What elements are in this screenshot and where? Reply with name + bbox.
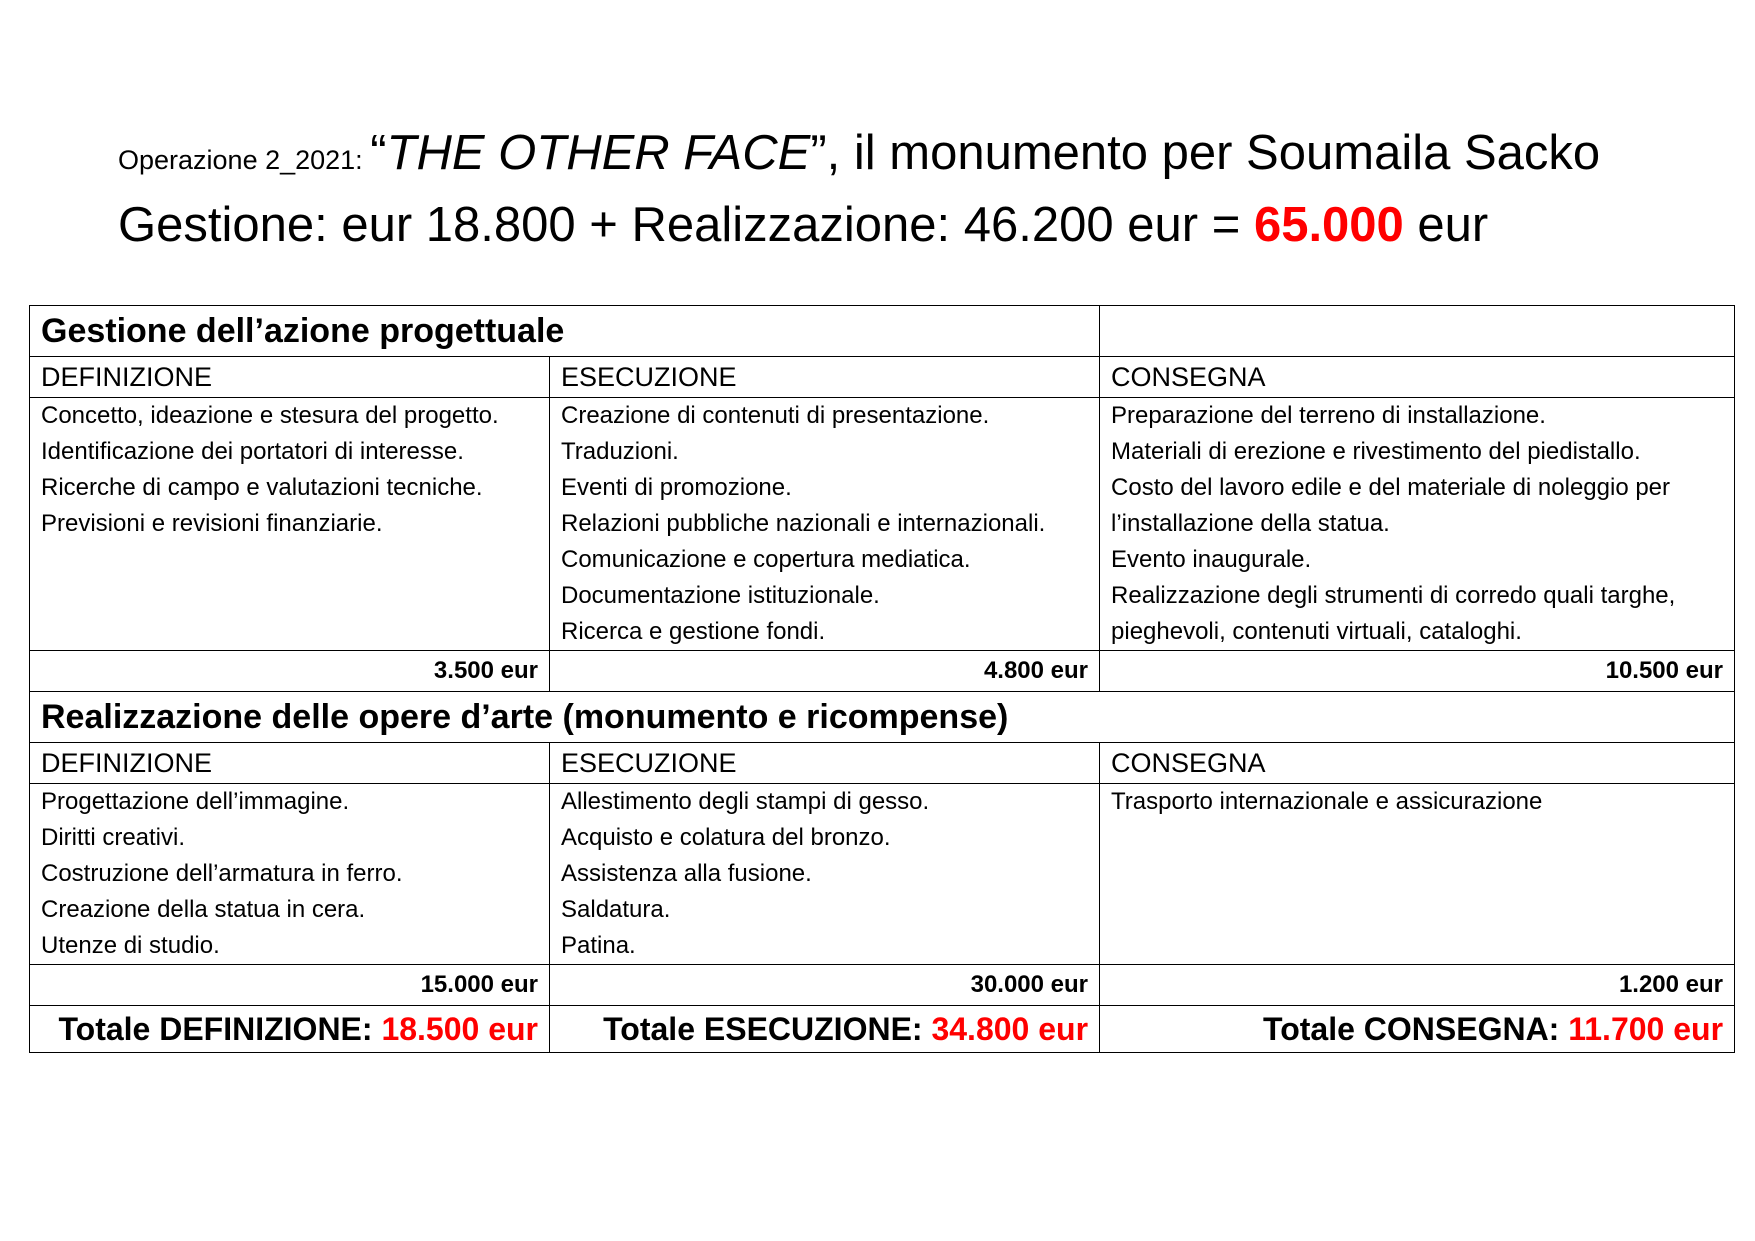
total-consegna <box>1100 1006 1735 1053</box>
list-item: Preparazione del terreno di installazione. <box>1111 402 1546 429</box>
phase-label-esecuzione: ESECUZIONE <box>550 357 1100 398</box>
list-item: Ricerca e gestione fondi. <box>561 618 826 645</box>
budget-summary-unit: eur <box>1403 198 1489 252</box>
list-item: Progettazione dell’immagine. <box>41 788 350 815</box>
list-item: Concetto, ideazione e stesura del progetto. <box>41 402 499 429</box>
total-value: 18.500 eur <box>381 1011 538 1047</box>
list-item: Materiali di erezione e rivestimento del piedistallo. <box>1111 438 1641 465</box>
total-esecuzione <box>550 1006 1100 1053</box>
amount-consegna: 10.500 eur <box>1100 651 1735 692</box>
list-item: Costo del lavoro edile e del materiale di noleggio per l’installazione della statua. <box>1111 474 1671 537</box>
list-item: Ricerche di campo e valutazioni tecniche. <box>41 474 483 501</box>
total-value: 34.800 eur <box>931 1011 1089 1047</box>
list-item: Documentazione istituzionale. <box>561 582 880 609</box>
title-quote-open: “ <box>370 126 387 180</box>
items-row <box>30 398 1735 651</box>
list-item: Realizzazione degli strumenti di corredo quali targhe, pieghevoli, contenuti virtuali, cataloghi. <box>1111 582 1676 645</box>
phase-label-definizione: DEFINIZIONE <box>30 357 550 398</box>
list-item: Creazione di contenuti di presentazione. <box>561 402 990 429</box>
list-item: Previsioni e revisioni finanziarie. <box>41 510 383 537</box>
section-heading-row <box>30 306 1735 357</box>
amount-row <box>30 651 1735 692</box>
total-definizione <box>30 1006 550 1053</box>
amount-esecuzione: 30.000 eur <box>550 965 1100 1006</box>
phase-label-definizione: DEFINIZIONE <box>30 743 550 784</box>
phase-label-consegna: CONSEGNA <box>1100 357 1735 398</box>
budget-summary-text: Gestione: eur 18.800 + Realizzazione: 46.200 eur = <box>118 198 1254 252</box>
amount-row <box>30 965 1735 1006</box>
items-cell-consegna <box>1100 784 1735 965</box>
section-heading-empty-cell <box>1100 306 1735 357</box>
budget-grand-total: 65.000 <box>1253 198 1404 252</box>
list-item: Acquisto e colatura del bronzo. <box>561 824 891 851</box>
list-item: Identificazione dei portatori di interesse. <box>41 438 464 465</box>
totals-row <box>30 1006 1735 1053</box>
total-label: Totale ESECUZIONE: <box>603 1011 932 1047</box>
items-cell-consegna <box>1100 398 1735 651</box>
title-quote-close: ” <box>810 126 827 180</box>
phase-label-esecuzione: ESECUZIONE <box>550 743 1100 784</box>
list-item: Creazione della statua in cera. <box>41 896 366 923</box>
list-item: Costruzione dell’armatura in ferro. <box>41 860 403 887</box>
phase-label-row <box>30 743 1735 784</box>
amount-definizione: 15.000 eur <box>30 965 550 1006</box>
section-heading-row <box>30 692 1735 743</box>
amount-consegna: 1.200 eur <box>1100 965 1735 1006</box>
section-heading-artworks: Realizzazione delle opere d’arte (monumento e ricompense) <box>30 692 1735 743</box>
phase-label-row <box>30 357 1735 398</box>
items-cell-esecuzione <box>550 398 1100 651</box>
list-item: Trasporto internazionale e assicurazione <box>1111 788 1543 815</box>
section-heading-management: Gestione dell’azione progettuale <box>30 306 1100 357</box>
phase-label-consegna: CONSEGNA <box>1100 743 1735 784</box>
amount-definizione: 3.500 eur <box>30 651 550 692</box>
list-item: Relazioni pubbliche nazionali e internazionali. <box>561 510 1046 537</box>
list-item: Evento inaugurale. <box>1111 546 1312 573</box>
budget-table <box>29 305 1735 1053</box>
items-cell-definizione <box>30 398 550 651</box>
items-cell-definizione <box>30 784 550 965</box>
items-row <box>30 784 1735 965</box>
list-item: Utenze di studio. <box>41 932 220 959</box>
list-item: Eventi di promozione. <box>561 474 792 501</box>
total-label: Totale CONSEGNA: <box>1263 1011 1569 1047</box>
page-title <box>118 118 1600 200</box>
list-item: Traduzioni. <box>561 438 679 465</box>
list-item: Allestimento degli stampi di gesso. <box>561 788 930 815</box>
total-value: 11.700 eur <box>1568 1011 1724 1047</box>
total-label: Totale DEFINIZIONE: <box>58 1011 382 1047</box>
title-description: , il monumento per Soumaila Sacko <box>826 126 1601 180</box>
amount-esecuzione: 4.800 eur <box>550 651 1100 692</box>
items-cell-esecuzione <box>550 784 1100 965</box>
list-item: Comunicazione e copertura mediatica. <box>561 546 971 573</box>
list-item: Saldatura. <box>561 896 671 923</box>
monument-name: THE OTHER FACE <box>386 126 811 180</box>
list-item: Patina. <box>561 932 636 959</box>
list-item: Diritti creativi. <box>41 824 186 851</box>
list-item: Assistenza alla fusione. <box>561 860 812 887</box>
operation-label: Operazione 2_2021: <box>118 145 371 175</box>
budget-summary <box>118 190 1488 260</box>
